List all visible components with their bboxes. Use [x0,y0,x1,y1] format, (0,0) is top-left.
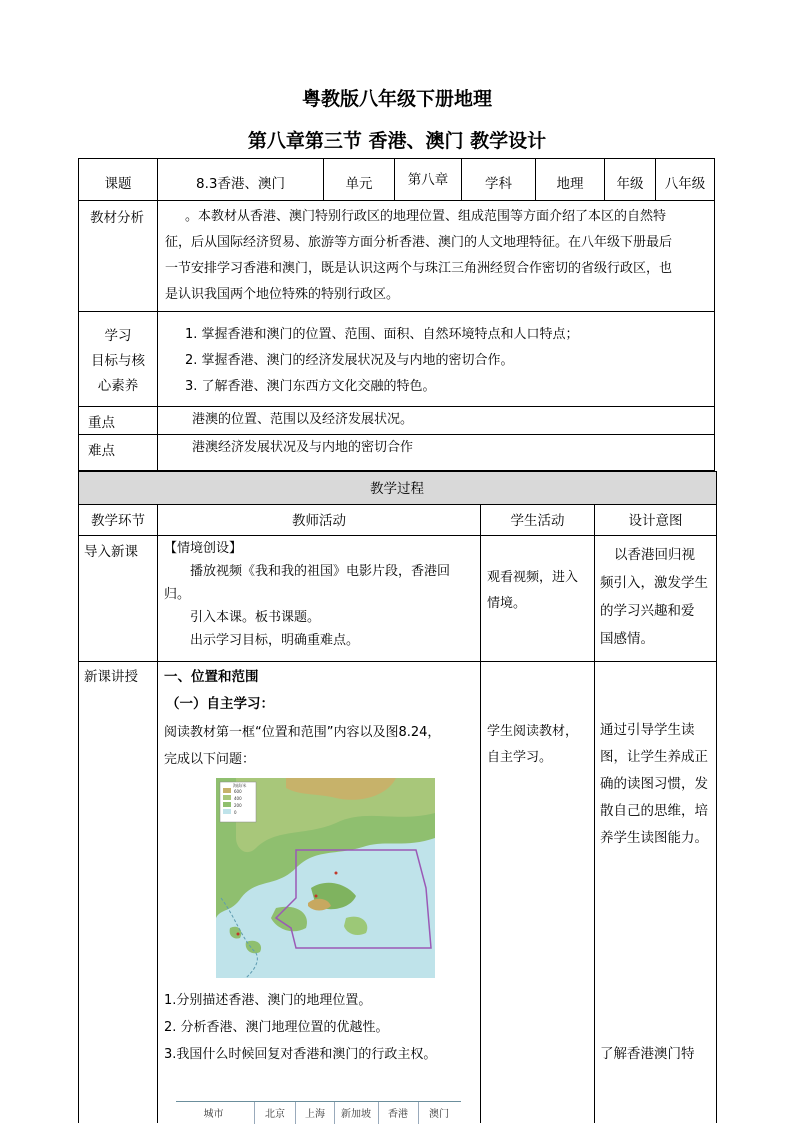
label-difficult-point: 难点 [88,443,115,459]
table-header: 香港 [388,1109,408,1120]
map-legend-title: 海拔/米 [233,783,247,788]
process-title: 教学过程 [370,481,424,497]
header-stage: 教学环节 [91,513,145,529]
label-goals: 学习 目标与核 心素养 [91,328,145,394]
table-header: 上海 [305,1109,325,1120]
goal-item: 2. 掌握香港、澳门的经济发展状况及与内地的密切合作。 [185,353,514,368]
teacher-intro: 【情境创设】 播放视频《我和我的祖国》电影片段，香港回 归。 引入本课。板书课题。 出示学习目标，明确重难点。 [164,541,451,648]
goal-item: 3. 了解香港、澳门东西方文化交融的特色。 [185,379,436,394]
question-item: 2. 分析香港、澳门地理位置的优越性。 [164,1020,389,1035]
label-unit: 单元 [345,176,373,192]
table-header: 澳门 [429,1109,449,1120]
hongkong-macao-map [216,778,435,978]
unit-value: 第八章 [407,172,449,188]
question-item: 1.分别描述香港、澳门的地理位置。 [164,993,372,1008]
intent-new-lesson: 通过引导学生读 图，让学生养成正 确的读图习惯，发 散自己的思维，培 养学生读图能力。 [600,722,708,846]
map-legend-label: 400 [234,796,242,801]
goal-item: 1. 掌握香港和澳门的位置、范围、面积、自然环境特点和人口特点； [185,327,579,342]
stage-new-lesson: 新课讲授 [84,669,138,685]
grade-value: 八年级 [664,176,706,192]
map-legend-label: 600 [234,789,242,794]
analysis-text: 。本教材从香港、澳门特别行政区的地理位置、组成范围等方面介绍了本区的自然特 征，后从国际经济贸易、旅游等方面分析香港、澳门的人文地理特征。在八年级下册最后 一节安排学习香港和澳门，既是认识这两个与珠江三角洲经贸合作密切的省级行政区，也 是认识我国两个地位特殊的特别行政区。 [165,209,673,302]
key-point-text: 港澳的位置、范围以及经济发展状况。 [192,412,414,427]
document-subtitle: 第八章第三节 香港、澳门 教学设计 [247,130,547,152]
question-item: 3.我国什么时候回复对香港和澳门的行政主权。 [164,1047,437,1062]
subject-value: 地理 [556,176,584,192]
header-student: 学生活动 [510,513,565,529]
section-heading: 一、位置和范围 [164,669,259,685]
topic-value: 8.3香港、澳门 [196,176,285,192]
table-header: 北京 [265,1109,285,1120]
intent-new-lesson-2: 了解香港澳门特 [600,1046,695,1062]
difficult-point-text: 港澳经济发展状况及与内地的密切合作 [192,440,414,455]
map-legend-label: 200 [234,803,242,808]
reading-prompt: 阅读教材第一框“位置和范围”内容以及图8.24， 完成以下问题： [164,725,441,767]
label-grade: 年级 [616,176,644,192]
header-teacher: 教师活动 [292,513,346,529]
table-header: 新加坡 [341,1109,371,1120]
map-legend-label: 0 [234,810,237,815]
goals-list [185,322,705,400]
table-header: 城市 [203,1109,224,1120]
student-new-lesson: 学生阅读教材， 自主学习。 [487,724,579,765]
stage-intro: 导入新课 [84,544,138,560]
label-key-point: 重点 [88,415,115,431]
city-comparison-table [176,1101,461,1124]
label-subject: 学科 [485,176,512,192]
header-intent: 设计意图 [628,513,683,529]
document-title: 粤教版八年级下册地理 [301,88,492,110]
intent-intro: 以香港回归视 频引入，激发学生 的学习兴趣和爱 国感情。 [600,547,708,647]
section-subheading: （一）自主学习： [166,696,274,712]
student-intro: 观看视频，进入 情境。 [487,570,579,611]
question-list [164,987,436,1068]
label-analysis: 教材分析 [90,210,144,226]
label-topic: 课题 [104,176,132,192]
